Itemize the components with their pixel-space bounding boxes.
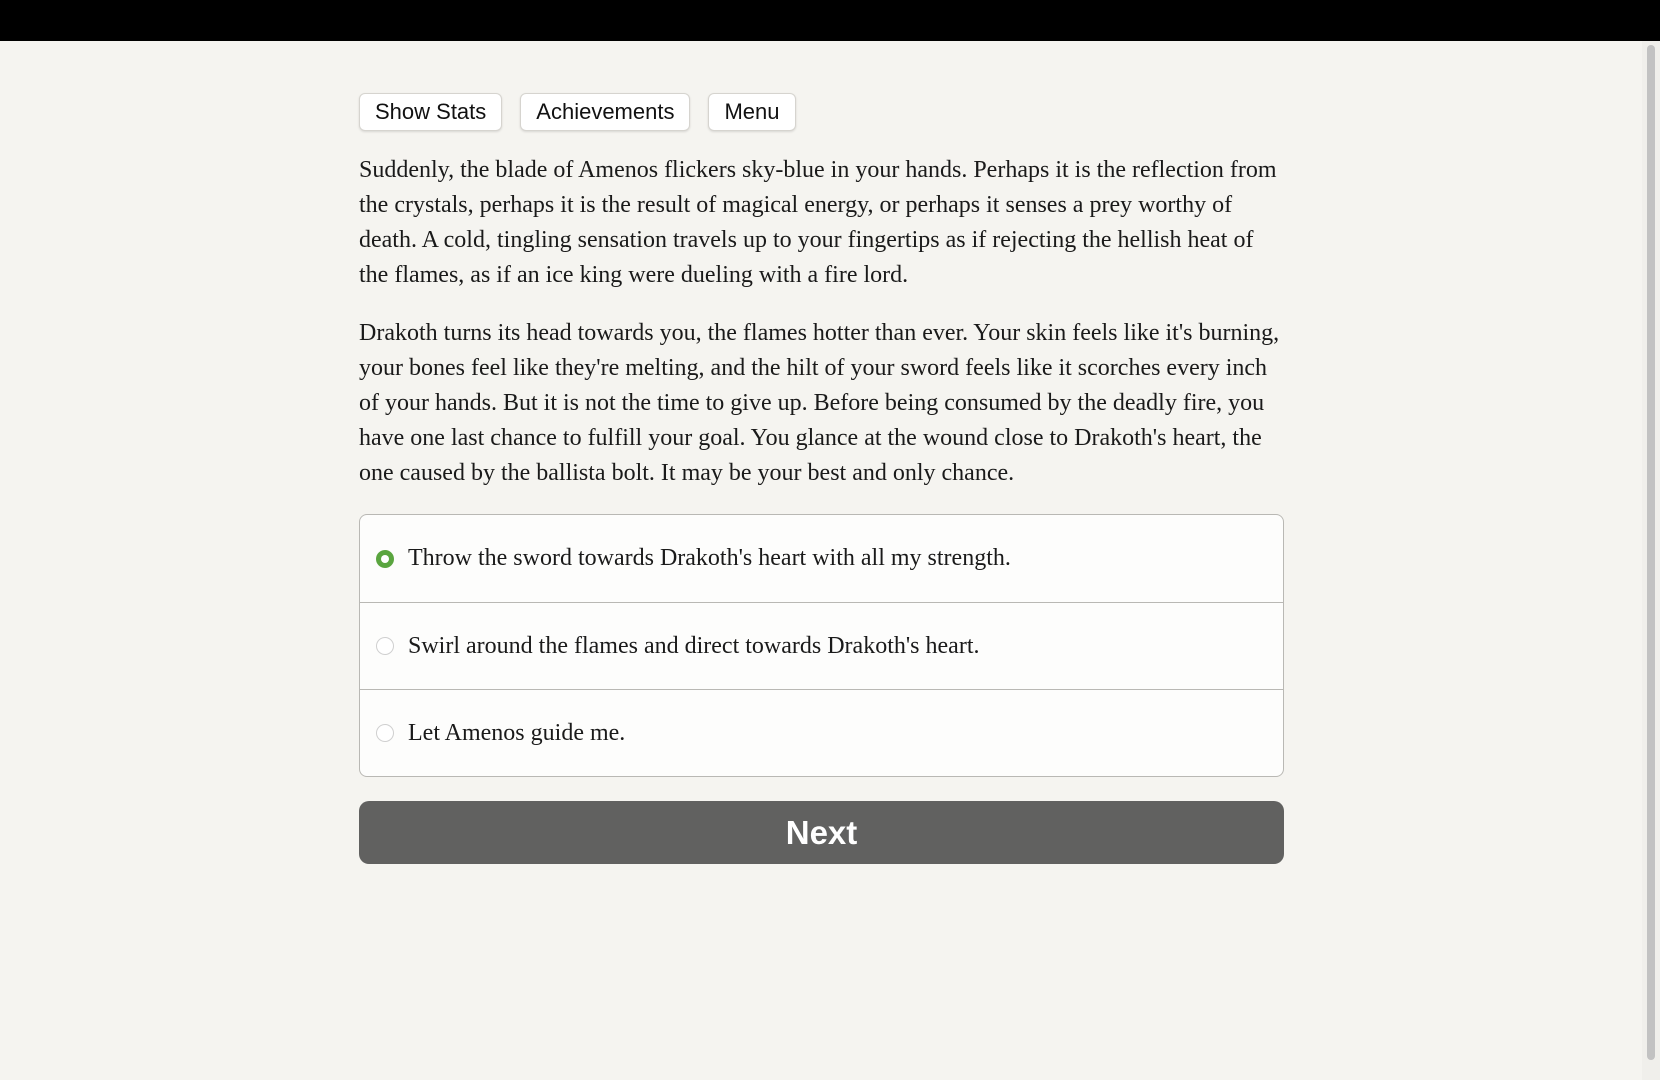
radio-unselected-icon[interactable] (376, 724, 394, 742)
story-paragraph: Suddenly, the blade of Amenos flickers sky-blue in your hands. Perhaps it is the reflection from the crystals, perhaps it is the result of magical energy, or perhaps it senses a prey worthy of death. A cold, tingling sensation travels up to your fingertips as if rejecting the hellish heat of the flames, as if an ice king were dueling with a fire lord. (359, 157, 1277, 288)
next-button[interactable]: Next (359, 801, 1284, 864)
achievements-button[interactable]: Achievements (520, 93, 690, 131)
choice-label: Throw the sword towards Drakoth's heart with all my strength. (408, 545, 1011, 571)
scrollbar[interactable] (1642, 41, 1660, 1080)
radio-unselected-icon[interactable] (376, 637, 394, 655)
choice-list (359, 514, 1284, 777)
choice-option-1[interactable] (360, 515, 1283, 602)
radio-dot (381, 555, 389, 563)
story-paragraph: Drakoth turns its head towards you, the flames hotter than ever. Your skin feels like it's burning, your bones feel like they're melting, and the hilt of your sword feels like it scorches every inch of your hands. But it is not the time to give up. Before being consumed by the deadly fire, you have one last chance to fulfill your goal. You glance at the wound close to Drakoth's heart, the one caused by the ballista bolt. It may be your best and only chance. (359, 320, 1280, 486)
menu-button[interactable]: Menu (708, 93, 795, 131)
scrollbar-thumb[interactable] (1647, 45, 1655, 1060)
story-text (359, 153, 1284, 491)
toolbar (359, 93, 1284, 131)
show-stats-button[interactable]: Show Stats (359, 93, 502, 131)
game-content (359, 93, 1284, 864)
choice-option-2[interactable] (360, 602, 1283, 689)
radio-selected-icon[interactable] (376, 550, 394, 568)
choice-label: Swirl around the flames and direct towards Drakoth's heart. (408, 632, 980, 659)
window-top-bar (0, 0, 1660, 41)
choice-label: Let Amenos guide me. (408, 719, 626, 746)
choice-option-3[interactable] (360, 689, 1283, 776)
